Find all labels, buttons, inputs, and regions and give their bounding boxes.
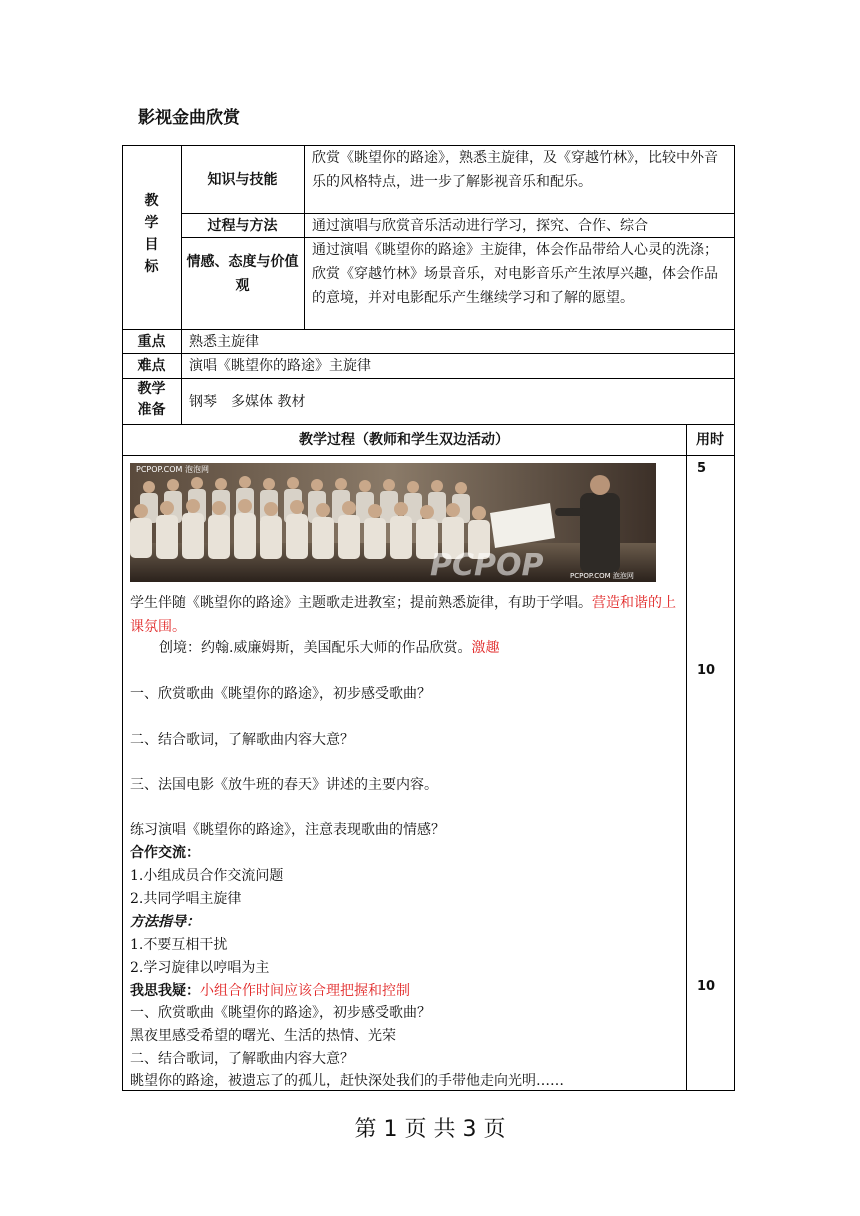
scene-note: 激趣	[471, 640, 500, 656]
method-item-1: 1.不要互相干扰	[130, 937, 228, 953]
time-header: 用时	[696, 432, 724, 448]
coop-item-1: 1.小组成员合作交流问题	[130, 868, 284, 884]
method-item-2: 2.学习旋律以哼唱为主	[130, 960, 270, 976]
question-3: 三、法国电影《放牛班的春天》讲述的主要内容。	[130, 777, 438, 793]
question-1: 一、欣赏歌曲《眺望你的路途》，初步感受歌曲？	[130, 686, 431, 702]
practice-text: 练习演唱《眺望你的路途》，注意表现歌曲的情感？	[130, 822, 445, 838]
process-method-label: 过程与方法	[207, 218, 278, 234]
coop-item-2: 2.共同学唱主旋律	[130, 891, 242, 907]
preparation-label: 教学 准备	[137, 381, 166, 418]
time-2: 10	[697, 663, 716, 678]
answer-2-text: 眺望你的路途，被遗忘了的孤儿，赶快深处我们的手带他走向光明……	[130, 1073, 564, 1089]
process-method-text: 通过演唱与欣赏音乐活动进行学习，探究、合作、综合	[312, 218, 648, 234]
difficulty-label: 难点	[137, 358, 166, 374]
page-footer: 第 1 页 共 3 页	[354, 1117, 506, 1142]
time-3: 10	[697, 979, 716, 994]
answer-1-question: 一、欣赏歌曲《眺望你的路途》，初步感受歌曲？	[130, 1005, 431, 1021]
knowledge-text: 欣赏《眺望你的路途》，熟悉主旋律，及《穿越竹林》，比较中外音乐的风格特点，进一步了解影视音乐和配乐。	[312, 150, 718, 190]
time-1: 5	[697, 461, 707, 476]
reflect-note: 小组合作时间应该合理把握和控制	[200, 983, 410, 999]
reflect-line	[130, 979, 410, 1003]
choir-photo	[130, 463, 656, 582]
emotion-label: 情感、态度与价值观	[186, 254, 299, 294]
watermark-mid: PCPOP	[430, 548, 544, 582]
scene-paragraph	[159, 636, 679, 660]
document-title: 影视金曲欣赏	[138, 108, 240, 128]
reflect-heading: 我思我疑：	[130, 983, 200, 999]
intro-paragraph	[130, 591, 680, 639]
knowledge-label: 知识与技能	[207, 172, 278, 188]
method-heading: 方法指导：	[130, 914, 200, 930]
process-header: 教学过程（教师和学生双边活动）	[299, 432, 509, 448]
objectives-row-label: 教 学 目 标	[144, 193, 159, 275]
scene-text: 创境：约翰.威廉姆斯，美国配乐大师的作品欣赏。	[159, 640, 472, 656]
answer-2-question: 二、结合歌词，了解歌曲内容大意？	[130, 1051, 354, 1067]
key-point-label: 重点	[137, 334, 166, 350]
key-point-text: 熟悉主旋律	[189, 334, 259, 350]
watermark-bottom: PCPOP.COM 泡泡网	[570, 572, 634, 580]
watermark-top: PCPOP.COM 泡泡网	[136, 465, 209, 474]
question-2: 二、结合歌词，了解歌曲内容大意？	[130, 732, 354, 748]
difficulty-text: 演唱《眺望你的路途》主旋律	[189, 358, 371, 374]
answer-1-text: 黑夜里感受希望的曙光、生活的热情、光荣	[130, 1028, 396, 1044]
intro-text: 学生伴随《眺望你的路途》主题歌走进教室；提前熟悉旋律，有助于学唱。	[130, 595, 592, 611]
intro-note: 营造和谐的上课氛围。	[130, 595, 676, 635]
emotion-text: 通过演唱《眺望你的路途》主旋律，体会作品带给人心灵的洗涤；欣赏《穿越竹林》场景音乐，对电影音乐产生浓厚兴趣，体会作品的意境，并对电影配乐产生继续学习和了解的愿望。	[312, 242, 718, 306]
preparation-text: 钢琴 多媒体 教材	[189, 394, 306, 410]
coop-heading: 合作交流：	[130, 845, 200, 861]
